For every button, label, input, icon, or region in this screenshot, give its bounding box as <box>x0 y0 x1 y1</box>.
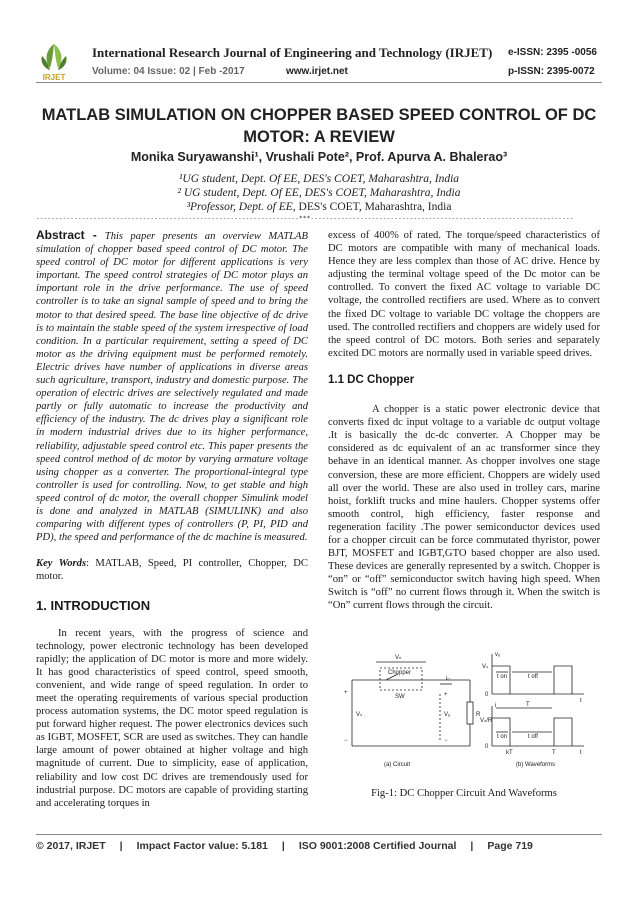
vo-pulse-2 <box>554 666 572 694</box>
left-column <box>36 229 308 810</box>
introduction-paragraph: In recent years, with the progress of science and technology, power electronic technology has been developed rapidly; the application of DC motor is more and more widely. It has good characteristics of speed control, speed smooth, convenient, and wide range of speed regulation. In order to meet the operating requirements of various special production process automation systems, the DC motor speed regulation is put forward higher request. The power electronics devices such as IGBT, MOSFET, SCR are used as switches. They can handle large amount of power obtained at higher voltage and high magnitude of current. Due to simplicity, ease of application, reliability and low cost DC drives are tremendously used for industrial purpose. DC motors are capable of providing starting and accelerating torques in <box>36 627 308 809</box>
label-ton-2: t on <box>497 734 508 740</box>
label-kt: kT <box>506 750 513 756</box>
e-issn: e-ISSN: 2395 -0056 <box>508 47 597 58</box>
waveform-diagram <box>492 654 584 746</box>
abstract-label: Abstract - <box>36 228 105 242</box>
footer: © 2017, IRJET | Impact Factor value: 5.181 | ISO 9001:2008 Certified Journal | Page 719 <box>36 840 533 852</box>
title-line-1: MATLAB SIMULATION ON CHOPPER BASED SPEED CONTROL OF DC <box>41 106 597 124</box>
journal-name: International Research Journal of Engineering and Technology (IRJET) <box>92 45 493 60</box>
label-vo: Vₒ <box>444 712 451 718</box>
label-plus-load: + <box>444 692 448 698</box>
label-minus-load: − <box>444 738 448 744</box>
label-chopper: Chopper <box>388 670 412 676</box>
journal-url[interactable]: www.irjet.net <box>286 66 348 77</box>
authors: Monika Suryawanshi¹, Vrushali Pote², Prof. Apurva A. Bhalerao³ <box>130 150 508 164</box>
footer-impact: Impact Factor value: 5.181 <box>136 840 268 852</box>
label-r: R <box>476 712 481 718</box>
logo-text: IRJET <box>42 73 66 82</box>
label-t-axis-2: t <box>580 750 582 756</box>
label-vs-level: Vₛ <box>482 664 489 670</box>
label-t-end: T <box>552 750 556 756</box>
circuit-diagram <box>352 662 473 746</box>
io-pulse-2 <box>554 718 572 746</box>
affiliation-3-suffix: DES's COET, Maharashtra, India <box>295 201 452 213</box>
label-vs-over-r: Vₛ/R <box>480 718 493 724</box>
subsection-heading-dc-chopper: 1.1 DC Chopper <box>328 373 415 386</box>
label-toff: t off <box>528 674 538 680</box>
affiliation-3-prefix: ³Professor, Dept. of EE, <box>186 201 296 213</box>
keywords <box>36 557 308 583</box>
label-vo-axis: vₒ <box>495 652 501 658</box>
affiliation-2: ² UG student, Dept. Of EE, DES's COET, Maharashtra, India <box>177 187 461 199</box>
dc-chopper-paragraph: A chopper is a static power electronic device that converts fixed dc input voltage to a variable dc output voltage .It is basically the dc-dc converter. A Chopper may be considered as dc equivalent of an ac transformer since they behave in an identical manner. As chopper involves one stage conversion, these are more efficient. Choppers are widely used all over the world. These are also used in trolley cars, marine hoist, forklift trucks and mine haulers. Chopper systems offer smooth control, high efficiency, faster response and regeneration facility .The power semiconductor devices used for a chopper circuit can be force commutated thyristor, power BJT, MOSFET and IGBT,GTO based chopper are also used. These devices are generally represented by a switch. Chopper is “on” or “off” semiconductor switch having high speed. When Switch is “off” no current flows through it. When the switch is “On” current flows through the circuit. <box>328 404 600 612</box>
right-paragraph-1: excess of 400% of rated. The torque/speed characteristics of DC motors are compatible with many of mechanical loads. Hence they are less complex than those of AC drive. Hence by adjusting the terminal voltage speed of the Dc motor can be controlled. To convert the fixed AC voltage to variable DC voltage, the controlled rectifiers are used. Where as to convert the fixed DC voltage to variable DC voltage the choppers are used. The controlled rectifiers and choppers are widely used for the speed control of DC motors. Both series and separately excited DC motors are normally used in variable speed drives. <box>328 230 600 359</box>
footer-iso: ISO 9001:2008 Certified Journal <box>298 840 457 852</box>
p-issn: p-ISSN: 2395-0072 <box>508 66 595 77</box>
section-heading-introduction: 1. INTRODUCTION <box>36 598 151 614</box>
paper-title <box>40 104 598 148</box>
header-rule <box>36 82 602 83</box>
label-io-axis: i <box>495 703 497 709</box>
footer-page: Page 719 <box>487 840 533 852</box>
label-io: iₒ <box>446 676 450 682</box>
label-minus-source: − <box>344 738 348 744</box>
label-ton: t on <box>497 674 508 680</box>
waveform-labels <box>480 652 582 768</box>
footer-rule <box>36 834 602 835</box>
label-zero-2: 0 <box>485 744 489 750</box>
label-toff-2: t off <box>528 734 538 740</box>
affiliation-3 <box>40 201 598 213</box>
abstract <box>36 229 308 544</box>
keywords-text: : MATLAB, Speed, PI controller, Chopper, DC motor. <box>36 558 308 583</box>
footer-copyright: © 2017, IRJET <box>36 840 106 852</box>
keywords-label: Key Words <box>36 558 87 570</box>
affiliation-1: ¹UG student, Dept. Of EE, DES's COET, Maharashtra, India <box>178 173 460 185</box>
label-vs: Vₛ <box>356 712 363 718</box>
label-sw: SW <box>395 694 405 700</box>
circuit-caption: (a) Circuit <box>384 762 411 768</box>
irjet-logo <box>36 42 72 82</box>
abstract-text: This paper presents an overview MATLAB simulation of chopper based speed control of DC motor. The speed control of DC motor for different applications is very important. The speed control strategies of DC motor plays an important role in the drive performance. The use of speed controller is to take an signal sample of speed and to bring the motor to that desired speed. The base line objective of dc drive is to maintain the stable speed of the system irrespective of load condition. In a particular requirement, setting a speed of DC motor as the driving equipment must be performed remotely. Electric drives have number of applications in diverse areas such agriculture, transport, industry and domestic purpose. The operation of electric drives are selectively regulated and made partly or fully automatic to increase the productivity and efficiency of the industry. The dc drives play a significant role in modern industrial drives due to its higher performance, reliability, adjustable speed control etc. This paper presents the speed control method of dc motor by varying armature voltage using chopper as a converter. The proportional-integral type controller is used for controlling. Now, to get stable and high speed control of dc motor, the overall chopper Simulink model is done and analyzed in MATLAB (SIMULINK) and also comparing with different types of controllers (P, PI, PID and PD), the speed and performance of the dc machine is measured. <box>36 231 308 544</box>
label-period: T <box>526 702 530 708</box>
vo-pulse-1 <box>492 666 510 694</box>
circuit-labels <box>344 655 481 768</box>
separator-line: ---------------------------------------------------------------------***--------------------------------------------------------------------- <box>36 215 574 222</box>
label-zero-1: 0 <box>485 692 489 698</box>
volume-issue: Volume: 04 Issue: 02 | Feb -2017 <box>92 66 245 77</box>
waveform-caption: (b) Waveforms <box>516 762 556 768</box>
figure-caption: Fig-1: DC Chopper Circuit And Waveforms <box>371 788 557 799</box>
right-column <box>328 229 600 613</box>
resistor-symbol <box>467 702 473 724</box>
label-vch: Vₙ <box>395 655 402 661</box>
chopper-figure <box>340 650 590 772</box>
label-plus-source: + <box>344 690 348 696</box>
title-line-2: MOTOR: A REVIEW <box>243 128 395 146</box>
label-t-axis: t <box>580 698 582 704</box>
